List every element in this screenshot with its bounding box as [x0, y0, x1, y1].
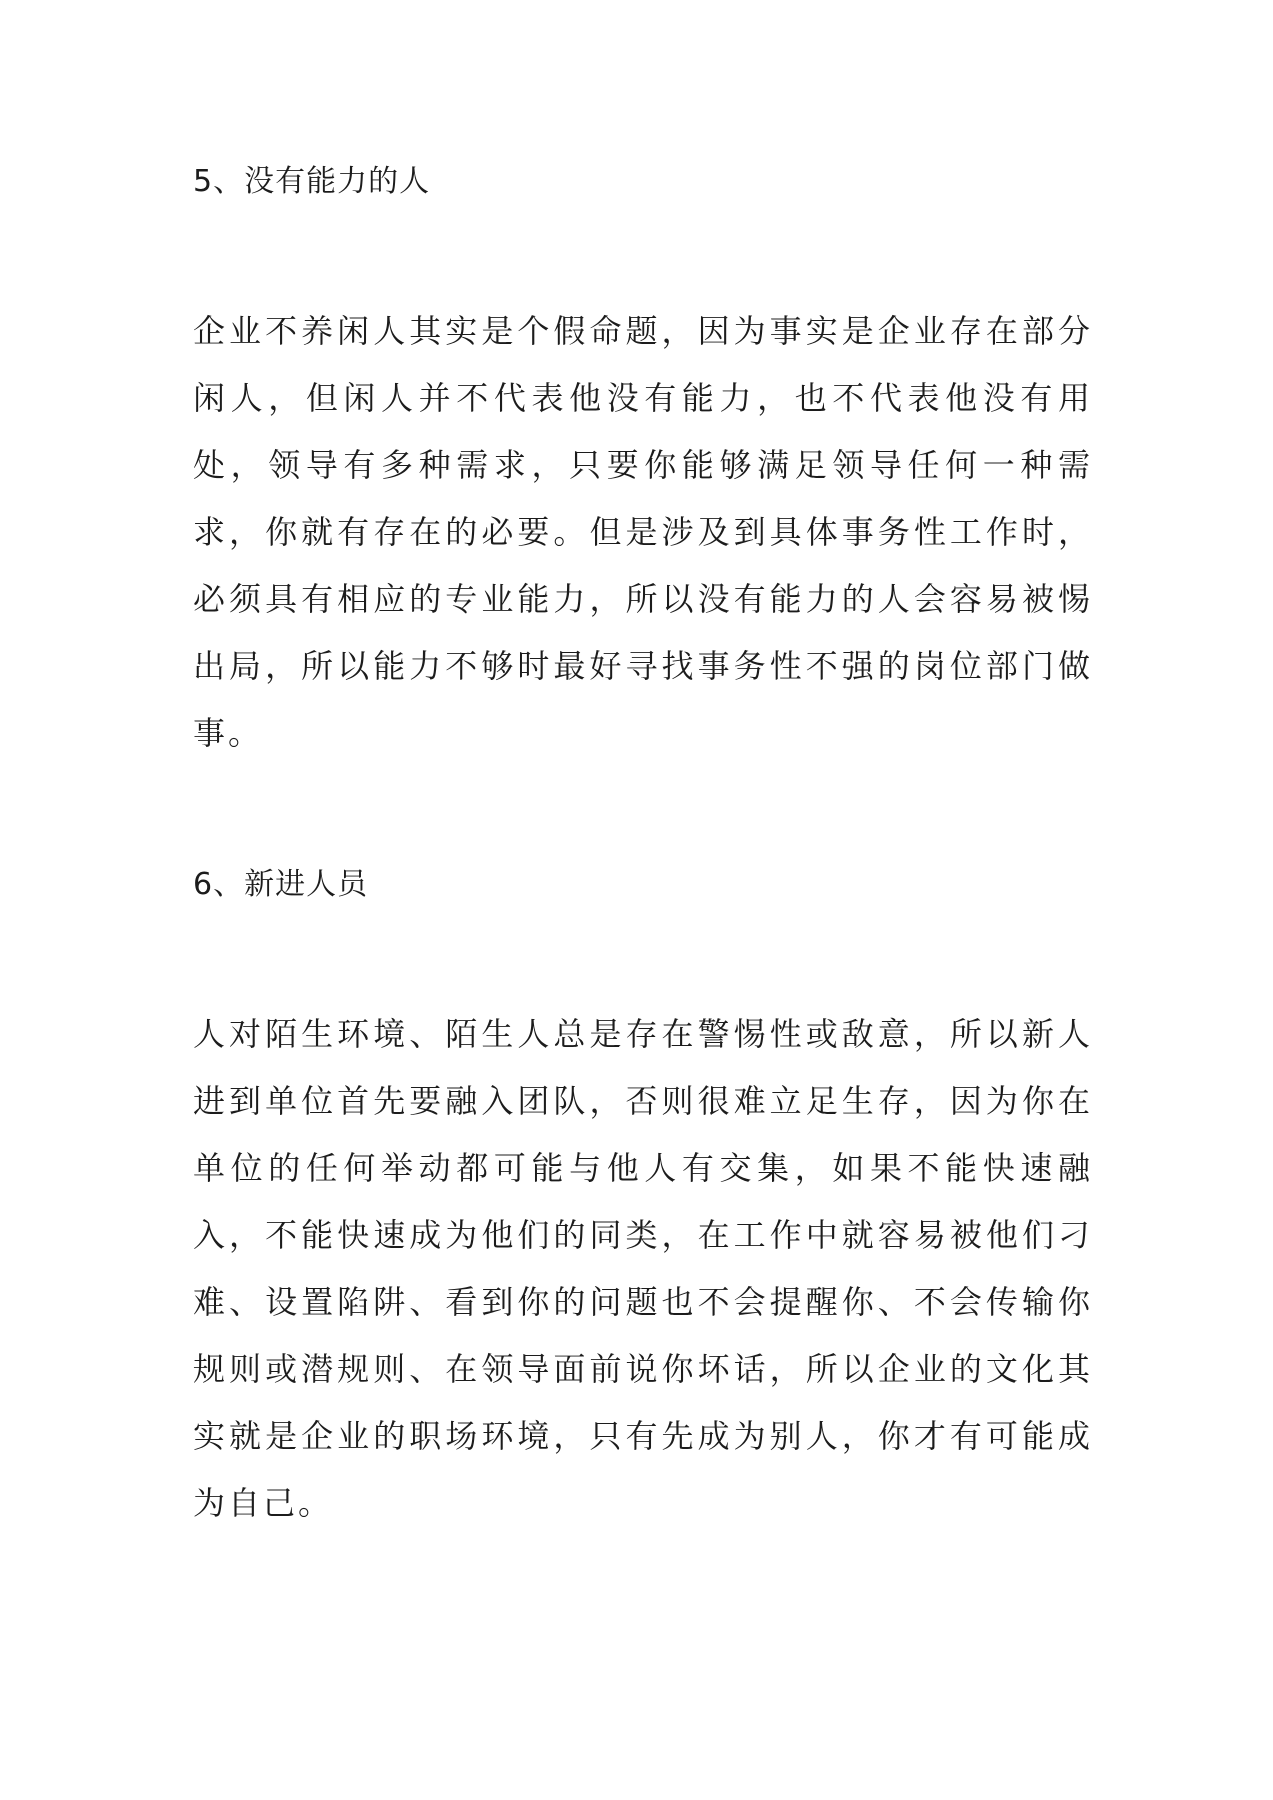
section-6-heading: 6、新进人员 [193, 867, 369, 902]
section-5-heading: 5、没有能力的人 [193, 164, 431, 199]
section-5-paragraph: 企业不养闲人其实是个假命题，因为事实是企业存在部分闲人，但闲人并不代表他没有能力，也不代表他没有用处，领导有多种需求，只要你能够满足领导任何一种需求，你就有存在的必要。但是涉及到具体事务性工作时，必须具有相应的专业能力，所以没有能力的人会容易被惕出局，所以能力不够时最好寻找事务性不强的岗位部门做事。 [193, 312, 1093, 752]
document-content [193, 158, 1093, 1537]
section-6-paragraph: 人对陌生环境、陌生人总是存在警惕性或敌意，所以新人进到单位首先要融入团队，否则很难立足生存，因为你在单位的任何举动都可能与他人有交集，如果不能快速融入，不能快速成为他们的同类，在工作中就容易被他们刁难、设置陷阱、看到你的问题也不会提醒你、不会传输你规则或潜规则、在领导面前说你坏话，所以企业的文化其实就是企业的职场环境，只有先成为别人，你才有可能成为自己。 [193, 1015, 1093, 1522]
